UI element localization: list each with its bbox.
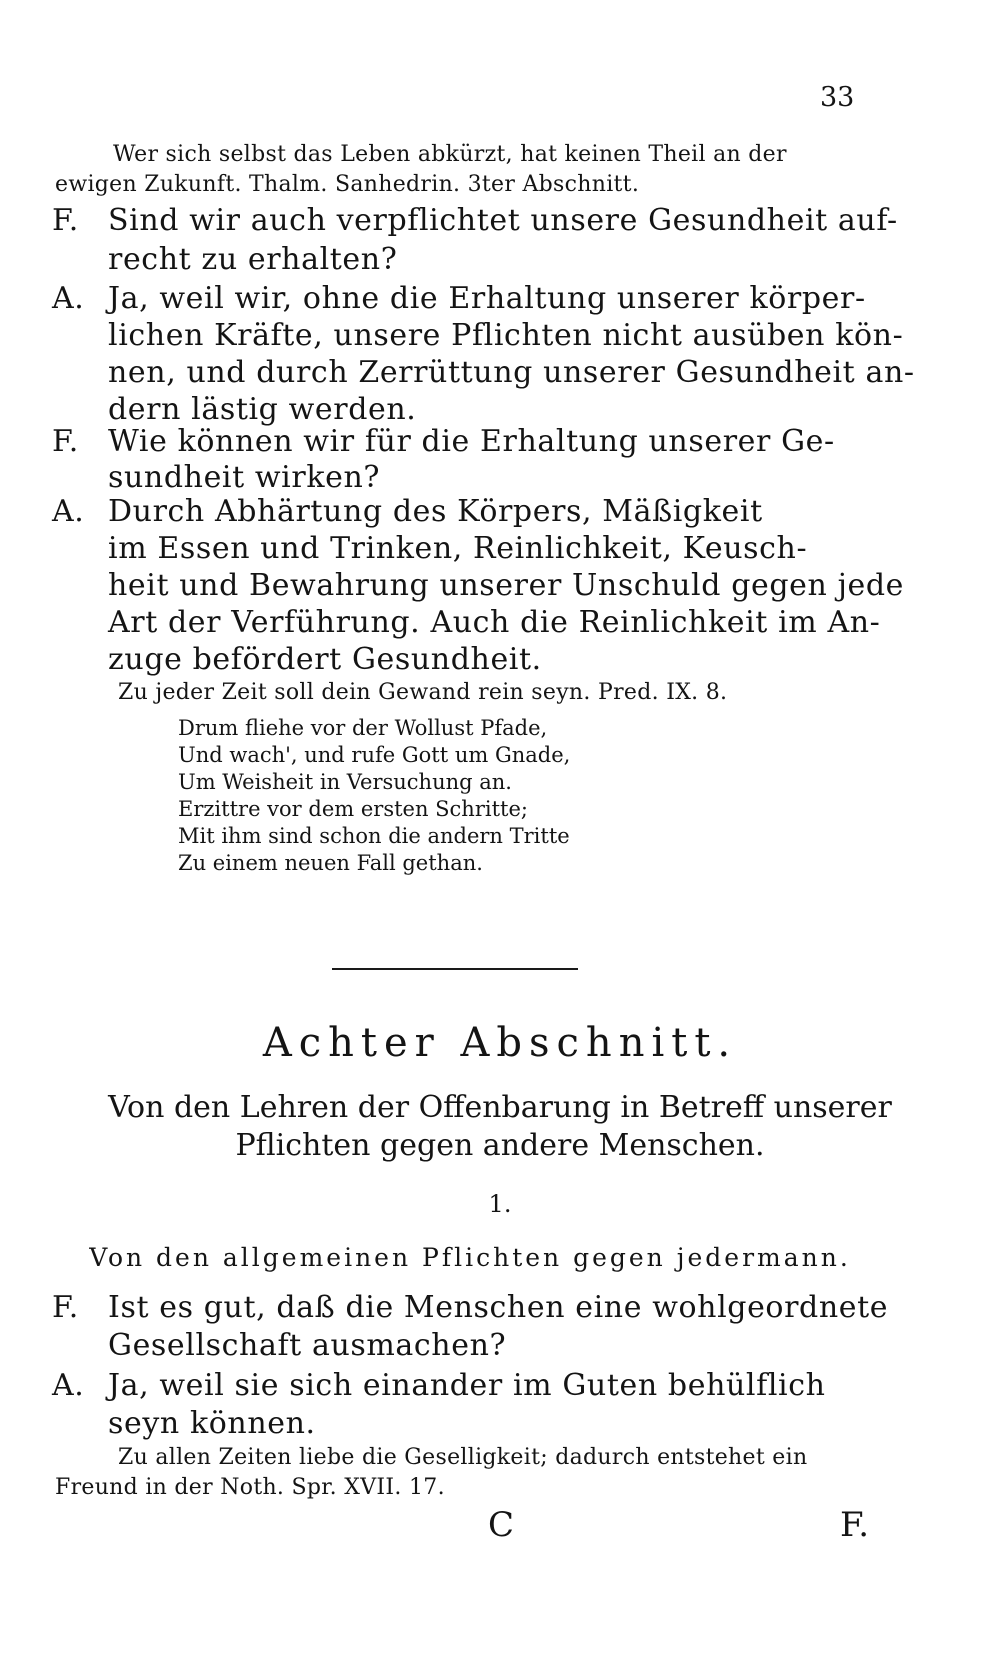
poem-line: Mit ihm sind schon die andern Tritte	[178, 824, 570, 848]
question-line: sundheit wirken?	[108, 460, 381, 495]
section-heading: Von den allgemeinen Pflichten gegen jedermann.	[89, 1243, 851, 1272]
quote-line: Freund in der Noth. Spr. XVII. 17.	[55, 1475, 445, 1500]
question-text: Ist es gut, daß die Menschen eine wohlgeordnete	[108, 1290, 889, 1325]
question-text: Sind wir auch verpflichtet unsere Gesundheit auf-	[108, 203, 898, 238]
question-label: F.	[52, 424, 79, 459]
question-line	[52, 1290, 888, 1325]
section-divider	[332, 968, 578, 970]
question-line: Gesellschaft ausmachen?	[108, 1328, 507, 1363]
answer-line: zuge befördert Gesundheit.	[108, 642, 542, 677]
chapter-title: Achter Abschnitt.	[262, 1020, 738, 1066]
signature-mark: C	[488, 1505, 515, 1545]
answer-label: A.	[52, 1368, 85, 1403]
answer-line: lichen Kräfte, unsere Pflichten nicht ausüben kön-	[108, 318, 904, 353]
answer-line: nen, und durch Zerrüttung unserer Gesundheit an-	[108, 355, 915, 390]
poem-line: Drum fliehe vor der Wollust Pfade,	[178, 716, 548, 740]
answer-line: heit und Bewahrung unserer Unschuld gegen jede	[108, 568, 904, 603]
poem-line: Um Weisheit in Versuchung an.	[178, 770, 512, 794]
answer-text: Ja, weil wir, ohne die Erhaltung unserer körper-	[108, 281, 866, 316]
answer-text: Durch Abhärtung des Körpers, Mäßigkeit	[108, 494, 763, 529]
quote-line: Zu allen Zeiten liebe die Geselligkeit; dadurch entstehet ein	[118, 1445, 808, 1470]
poem-line: Und wach', und rufe Gott um Gnade,	[178, 743, 571, 767]
question-line: recht zu erhalten?	[108, 242, 398, 277]
question-label: F.	[52, 203, 79, 238]
page-number: 33	[820, 82, 855, 113]
section-number: 1.	[488, 1190, 512, 1218]
chapter-subtitle: Von den Lehren der Offenbarung in Betreff unserer	[108, 1090, 892, 1125]
answer-line: Art der Verführung. Auch die Reinlichkeit im An-	[108, 605, 881, 640]
answer-line: dern lästig werden.	[108, 392, 417, 427]
answer-label: A.	[52, 281, 85, 316]
answer-line	[52, 1368, 826, 1403]
answer-line: seyn können.	[108, 1406, 316, 1441]
question-line	[52, 424, 835, 459]
answer-line: im Essen und Trinken, Reinlichkeit, Keusch-	[108, 531, 808, 566]
answer-label: A.	[52, 494, 85, 529]
catchword: F.	[840, 1505, 870, 1545]
quote-line: ewigen Zukunft. Thalm. Sanhedrin. 3ter Abschnitt.	[55, 172, 640, 197]
answer-line	[52, 281, 866, 316]
quote-line: Zu jeder Zeit soll dein Gewand rein seyn. Pred. IX. 8.	[118, 680, 728, 705]
answer-line	[52, 494, 763, 529]
question-line	[52, 203, 898, 238]
quote-line: Wer sich selbst das Leben abkürzt, hat keinen Theil an der	[113, 142, 787, 167]
question-text: Wie können wir für die Erhaltung unserer Ge-	[108, 424, 835, 459]
poem-line: Erzittre vor dem ersten Schritte;	[178, 797, 528, 821]
poem-line: Zu einem neuen Fall gethan.	[178, 851, 483, 875]
question-label: F.	[52, 1290, 79, 1325]
answer-text: Ja, weil sie sich einander im Guten behülflich	[108, 1368, 826, 1403]
chapter-subtitle: Pflichten gegen andere Menschen.	[235, 1128, 765, 1163]
